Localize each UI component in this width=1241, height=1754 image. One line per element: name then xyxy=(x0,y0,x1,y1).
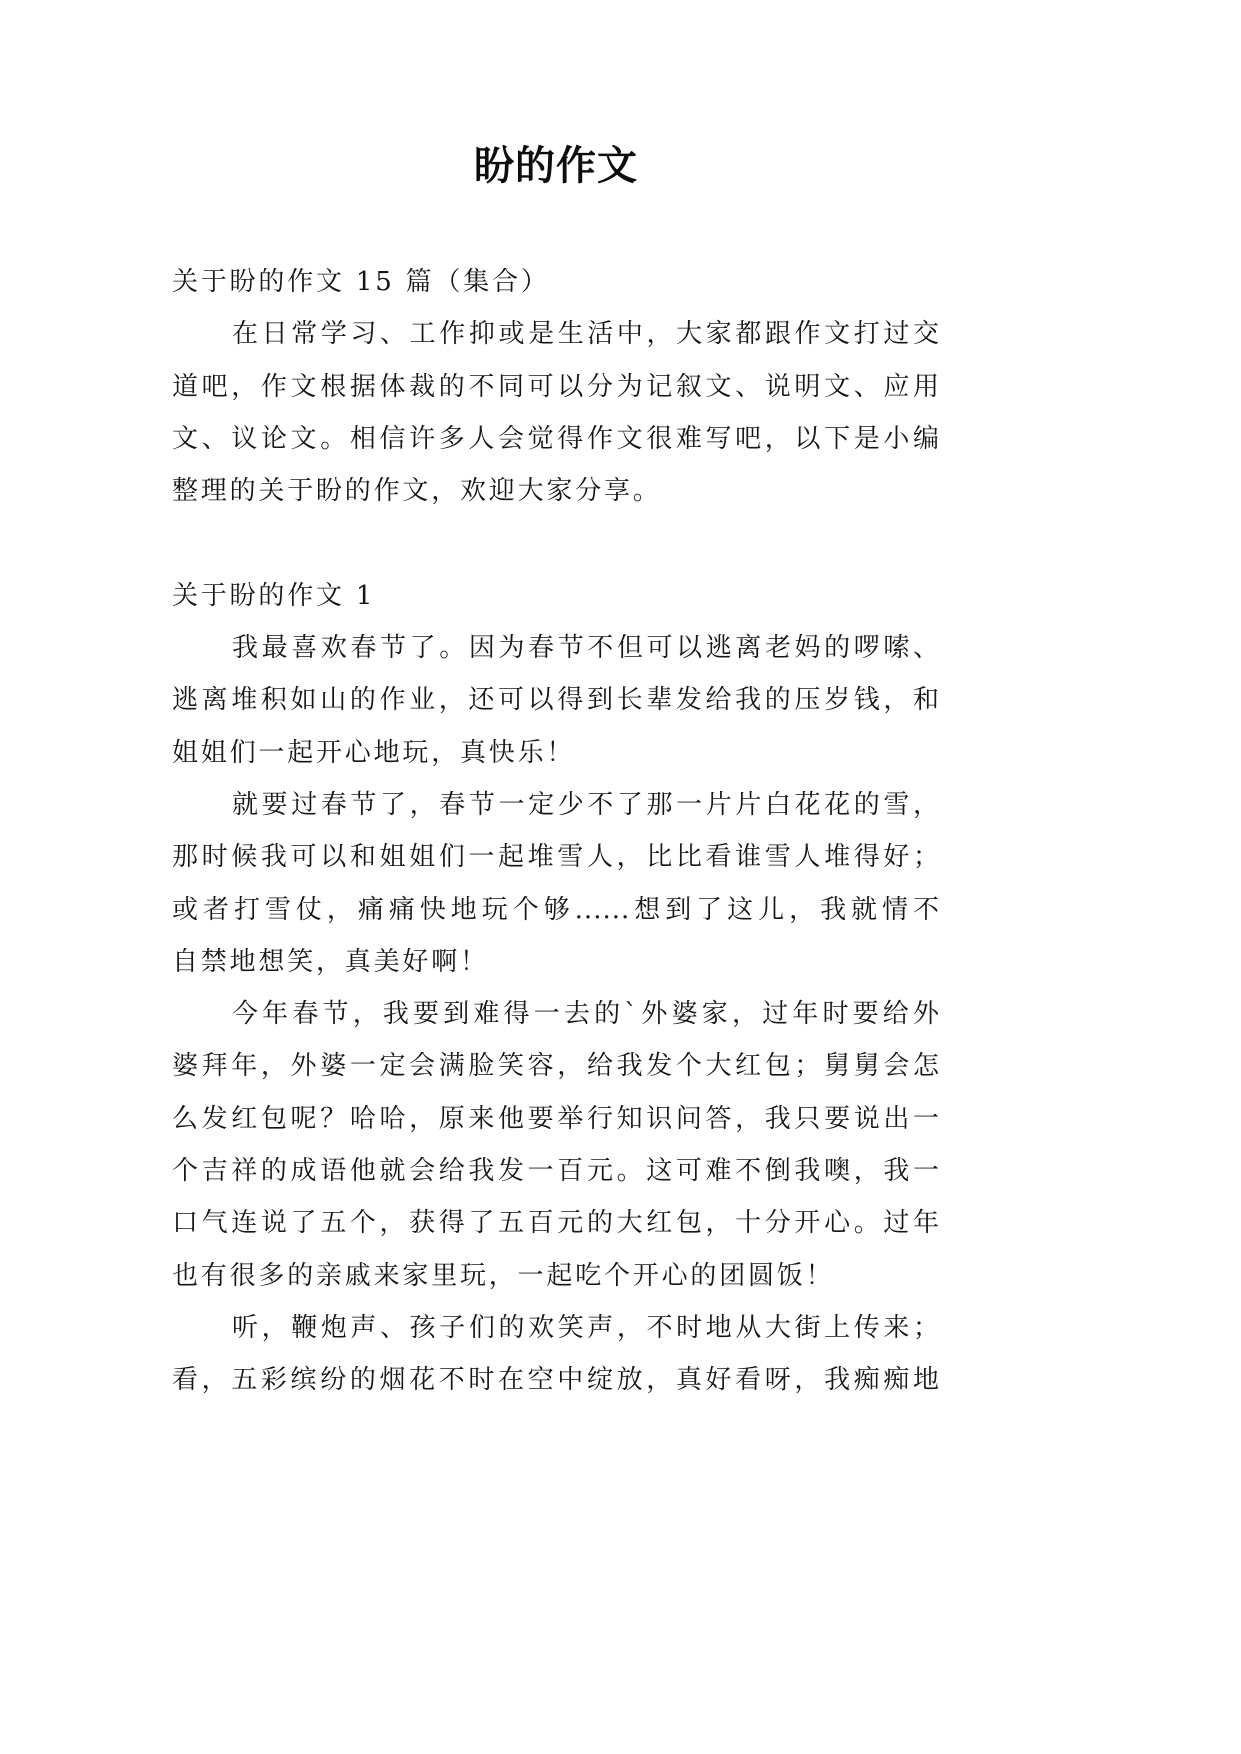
essay-paragraph xyxy=(172,622,940,779)
paragraph-line: 或者打雪仗，痛痛快地玩个够......想到了这儿，我就情不 xyxy=(172,894,940,925)
paragraph-line: 文、议论文。相信许多人会觉得作文很难写吧，以下是小编 xyxy=(172,423,940,454)
paragraph-line: 也有很多的亲戚来家里玩，一起吃个开心的团圆饭！ xyxy=(172,1260,835,1291)
paragraph-line: 整理的关于盼的作文，欢迎大家分享。 xyxy=(172,476,662,507)
paragraph-line: 看，五彩缤纷的烟花不时在空中绽放，真好看呀，我痴痴地 xyxy=(172,1365,940,1396)
paragraph-line: 逃离堆积如山的作业，还可以得到长辈发给我的压岁钱，和 xyxy=(172,685,940,716)
intro-paragraph xyxy=(172,308,940,517)
paragraph-line: 那时候我可以和姐姐们一起堆雪人，比比看谁雪人堆得好； xyxy=(172,842,940,873)
paragraph-line: 么发红包呢？哈哈，原来他要举行知识问答，我只要说出一 xyxy=(172,1103,940,1134)
document-body xyxy=(172,256,940,1407)
essay-section xyxy=(172,570,940,1407)
essay-paragraph xyxy=(172,779,940,988)
section-heading: 关于盼的作文 1 xyxy=(172,580,376,611)
essay-paragraph xyxy=(172,988,940,1302)
paragraph-line: 婆拜年，外婆一定会满脸笑容，给我发个大红包；舅舅会怎 xyxy=(172,1051,940,1082)
essay-paragraph xyxy=(172,1302,940,1407)
paragraph-line: 自禁地想笑，真美好啊！ xyxy=(172,946,489,977)
paragraph-line: 道吧，作文根据体裁的不同可以分为记叙文、说明文、应用 xyxy=(172,371,940,402)
paragraph-line: 听，鞭炮声、孩子们的欢笑声，不时地从大街上传来； xyxy=(232,1312,940,1343)
collection-heading: 关于盼的作文 15 篇（集合） xyxy=(172,267,550,297)
paragraph-line: 个吉祥的成语他就会给我发一百元。这可难不倒我噢，我一 xyxy=(172,1156,940,1187)
blank-line xyxy=(172,517,940,569)
paragraph-line: 就要过春节了，春节一定少不了那一片片白花花的雪， xyxy=(232,789,940,820)
paragraph-line: 在日常学习、工作抑或是生活中，大家都跟作文打过交 xyxy=(232,319,940,350)
page-title: 盼的作文 xyxy=(474,142,638,189)
paragraph-line: 姐姐们一起开心地玩，真快乐！ xyxy=(172,737,576,768)
paragraph-line: 今年春节，我要到难得一去的`外婆家，过年时要给外 xyxy=(232,999,940,1030)
paragraph-line: 口气连说了五个，获得了五百元的大红包，十分开心。过年 xyxy=(172,1208,940,1239)
paragraph-line: 我最喜欢春节了。因为春节不但可以逃离老妈的啰嗦、 xyxy=(232,633,940,664)
